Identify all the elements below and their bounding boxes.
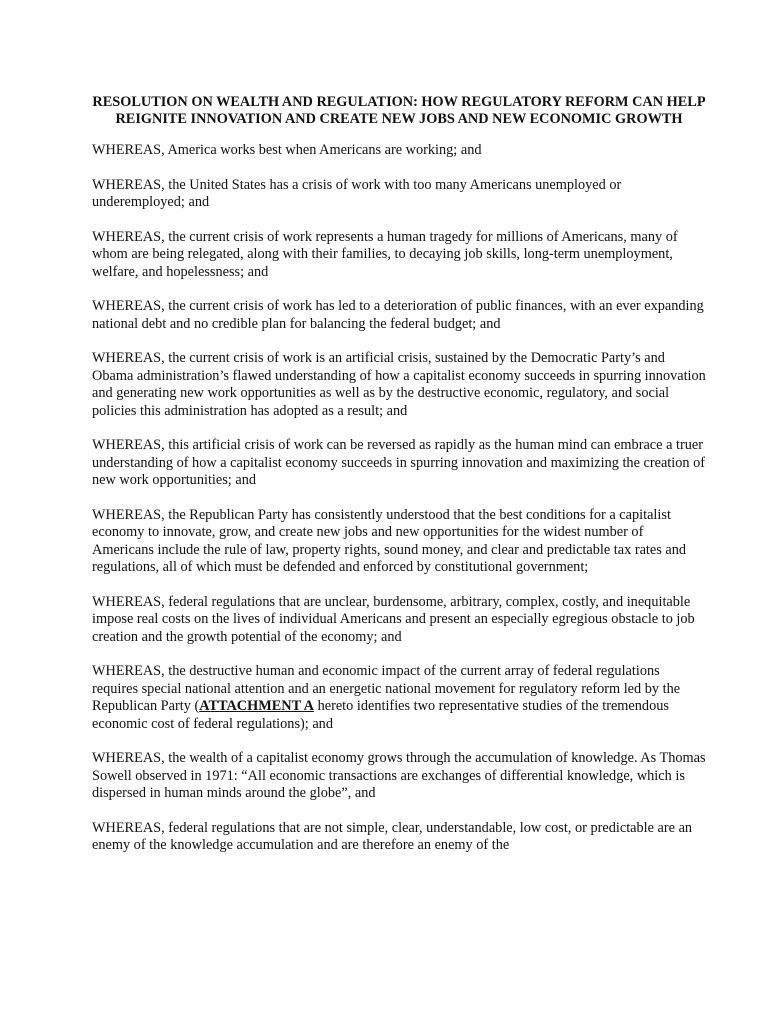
whereas-paragraph-1: WHEREAS, America works best when Americans are working; and: [92, 142, 482, 158]
whereas-paragraph-5: WHEREAS, the current crisis of work is an artificial crisis, sustained by the Democratic Party’s and Obama administration’s flawed understanding of how a capitalist economy succeeds in spurring innovation and generating new work opportunities as well as by the destructive economic, regulatory, and social policies this administration has adopted as a result; and: [92, 350, 706, 419]
whereas-paragraph-7: WHEREAS, the Republican Party has consistently understood that the best conditions for a capitalist economy to innovate, grow, and create new jobs and new opportunities for the widest number of Americans include the rule of law, property rights, sound money, and clear and predictable tax rates and regulations, all of which must be defended and enforced by constitutional government;: [92, 506, 687, 575]
whereas-paragraph-8: WHEREAS, federal regulations that are unclear, burdensome, arbitrary, complex, costly, and inequitable impose real costs on the lives of individual Americans and present an especially egregious obstacle to job creation and the growth potential of the economy; and: [92, 593, 695, 645]
whereas-paragraph-4: WHEREAS, the current crisis of work has led to a deterioration of public finances, with an ever expanding national debt and no credible plan for balancing the federal budget; and: [92, 298, 704, 332]
resolution-title: RESOLUTION ON WEALTH AND REGULATION: HOW REGULATORY REFORM CAN HELP REIGNITE INNOVATION AND CREATE NEW JOBS AND NEW ECONOMIC GROWTH: [92, 94, 706, 127]
whereas-paragraph-9: [92, 663, 706, 733]
regulation-text-after: hereto identifies two representative studies of the tremendous economic cost of federal regulations); and: [92, 698, 669, 732]
whereas-paragraph-11: WHEREAS, federal regulations that are not simple, clear, understandable, low cost, or predictable are an enemy of the knowledge accumulation and are therefore an enemy of the: [92, 819, 693, 853]
regulation-text-before: WHEREAS, the destructive human and economic impact of the current array of federal regulations requires special national attention and an energetic national movement for regulatory reform led by the Republican Party (: [92, 663, 681, 714]
attachment-a-reference: ATTACHMENT A: [199, 698, 314, 714]
whereas-paragraph-10: WHEREAS, the wealth of a capitalist economy grows through the accumulation of knowledge. As Thomas Sowell observed in 1971: “All economic transactions are exchanges of differential knowledge, which is dispersed in human minds around the globe”, and: [92, 750, 706, 801]
whereas-paragraph-2: WHEREAS, the United States has a crisis of work with too many Americans unemployed or underemployed; and: [92, 176, 622, 210]
whereas-paragraph-3: WHEREAS, the current crisis of work represents a human tragedy for millions of Americans, many of whom are being relegated, along with their families, to decaying job skills, long-term unemployment, welfare, and hopelessness; and: [92, 228, 678, 280]
whereas-paragraph-6: WHEREAS, this artificial crisis of work can be reversed as rapidly as the human mind can embrace a truer understanding of how a capitalist economy succeeds in spurring innovation and maximizing the creation of new work opportunities; and: [92, 437, 706, 488]
